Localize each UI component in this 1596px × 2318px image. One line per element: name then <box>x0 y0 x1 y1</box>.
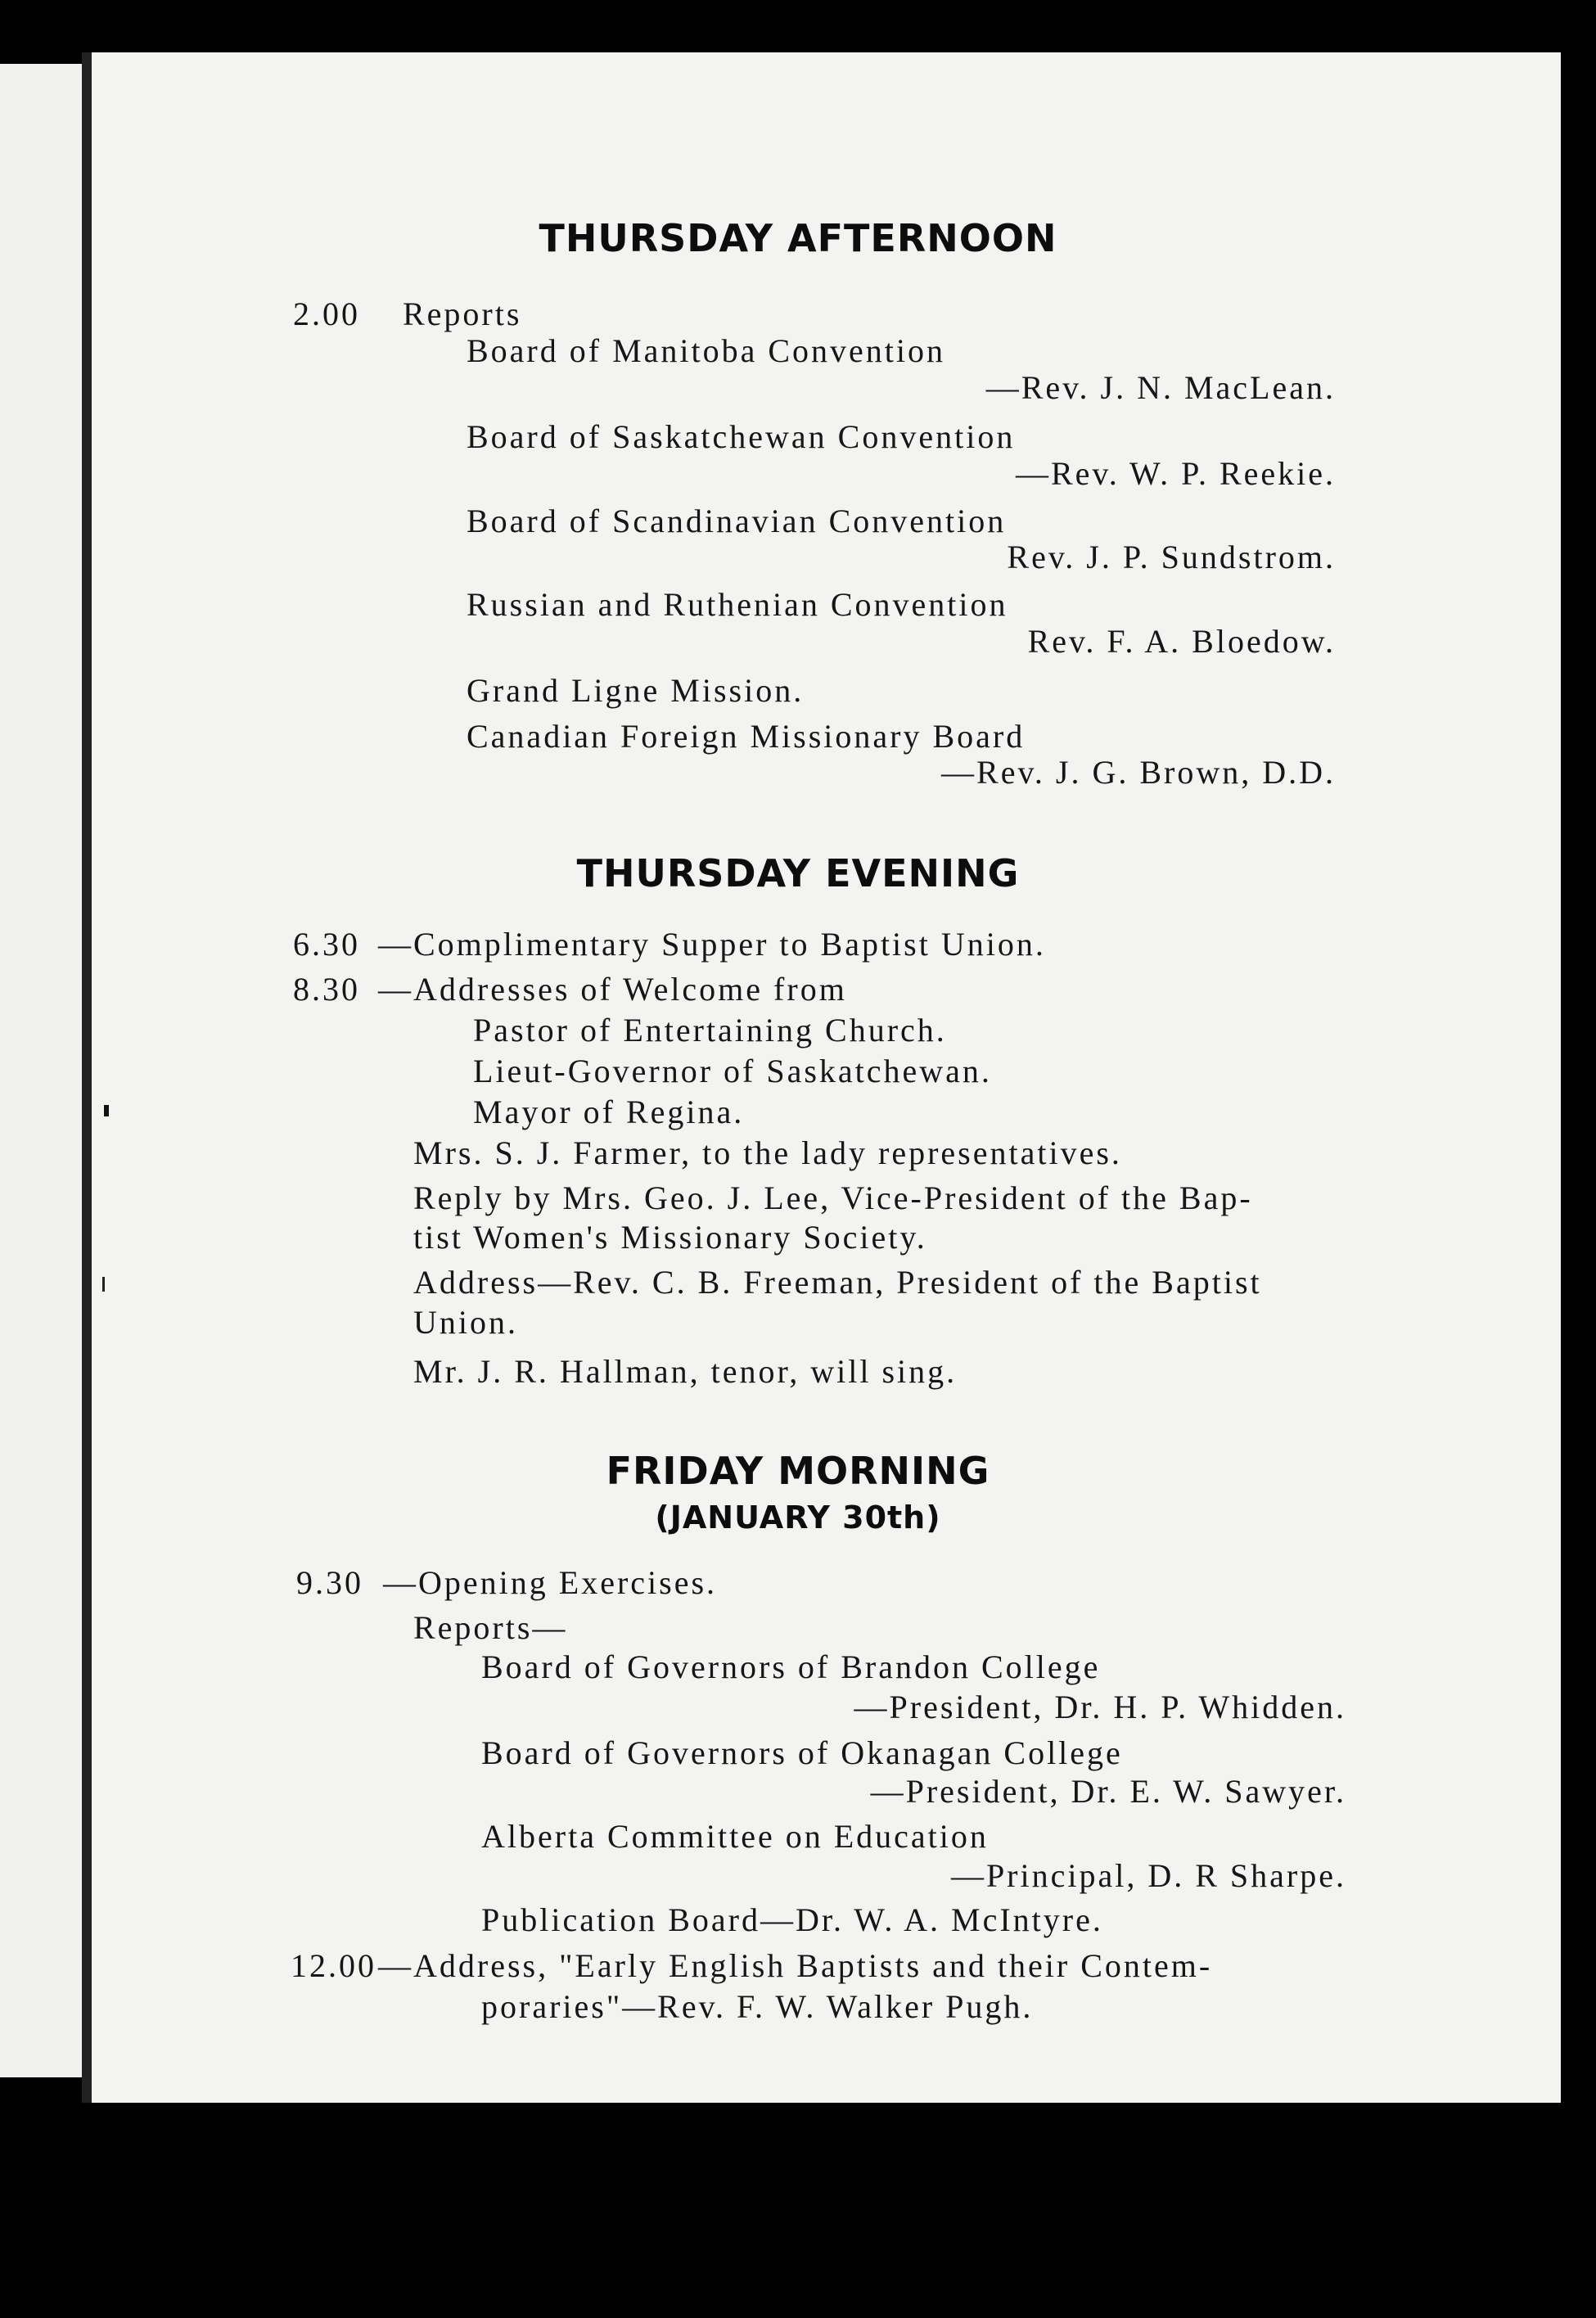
report-publication-board: Publication Board—Dr. W. A. McIntyre. <box>481 1901 1103 1938</box>
opening-exercises: —Opening Exercises. <box>383 1564 718 1601</box>
speaker-brown: —Rev. J. G. Brown, D.D. <box>941 754 1336 791</box>
margin-mark <box>104 1105 109 1116</box>
report-brandon: Board of Governors of Brandon College <box>481 1648 1101 1685</box>
supper-line: —Complimentary Supper to Baptist Union. <box>378 926 1046 963</box>
page-gutter <box>82 52 92 2103</box>
report-okanagan: Board of Governors of Okanagan College <box>481 1734 1123 1771</box>
margin-mark <box>102 1277 105 1292</box>
welcome-addresses: —Addresses of Welcome from <box>378 971 847 1008</box>
speaker-sundstrom: Rev. J. P. Sundstrom. <box>1007 539 1336 575</box>
report-scandinavian: Board of Scandinavian Convention <box>467 503 1007 539</box>
time-2-00: 2.00 <box>293 295 360 332</box>
heading-thursday-evening: THURSDAY EVENING <box>576 851 1020 895</box>
welcome-lieut-governor: Lieut-Governor of Saskatchewan. <box>473 1053 992 1089</box>
reply-lee-line1: Reply by Mrs. Geo. J. Lee, Vice-President of the Bap- <box>413 1179 1253 1216</box>
report-grand-ligne: Grand Ligne Mission. <box>467 672 805 709</box>
time-12-00: 12.00 <box>291 1947 376 1984</box>
welcome-mayor: Mayor of Regina. <box>473 1094 745 1130</box>
speaker-maclean: —Rev. J. N. MacLean. <box>985 369 1336 406</box>
farmer-line: Mrs. S. J. Farmer, to the lady representatives. <box>413 1134 1122 1171</box>
friday-reports-label: Reports— <box>413 1609 568 1646</box>
freeman-line2: Union. <box>413 1304 518 1341</box>
time-8-30: 8.30 <box>293 971 360 1008</box>
freeman-line1: Address—Rev. C. B. Freeman, President of the Baptist <box>413 1264 1262 1301</box>
previous-page-edge <box>0 64 82 2077</box>
report-saskatchewan: Board of Saskatchewan Convention <box>467 418 1016 455</box>
speaker-sawyer: —President, Dr. E. W. Sawyer. <box>870 1773 1346 1810</box>
time-9-30: 9.30 <box>296 1564 363 1601</box>
report-russian-ruthenian: Russian and Ruthenian Convention <box>467 586 1008 623</box>
speaker-whidden: —President, Dr. H. P. Whidden. <box>854 1689 1346 1725</box>
report-manitoba: Board of Manitoba Convention <box>467 332 946 369</box>
reports-label: Reports <box>403 295 522 332</box>
hallman-line: Mr. J. R. Hallman, tenor, will sing. <box>413 1353 958 1390</box>
heading-thursday-afternoon: THURSDAY AFTERNOON <box>539 216 1057 260</box>
speaker-bloedow: Rev. F. A. Bloedow. <box>1027 623 1336 660</box>
report-canadian-foreign: Canadian Foreign Missionary Board <box>467 718 1026 755</box>
report-alberta-education: Alberta Committee on Education <box>481 1818 989 1855</box>
address-early-english-line2: poraries"—Rev. F. W. Walker Pugh. <box>481 1988 1034 2025</box>
reply-lee-line2: tist Women's Missionary Society. <box>413 1219 927 1256</box>
speaker-sharpe: —Principal, D. R Sharpe. <box>950 1857 1346 1894</box>
time-6-30: 6.30 <box>293 926 360 963</box>
welcome-pastor: Pastor of Entertaining Church. <box>473 1012 947 1049</box>
address-early-english-line1: —Address, "Early English Baptists and their Contem- <box>378 1947 1213 1984</box>
subheading-january-30th: (JANUARY 30th) <box>655 1499 941 1536</box>
speaker-reekie: —Rev. W. P. Reekie. <box>1015 455 1336 492</box>
heading-friday-morning: FRIDAY MORNING <box>606 1449 990 1493</box>
